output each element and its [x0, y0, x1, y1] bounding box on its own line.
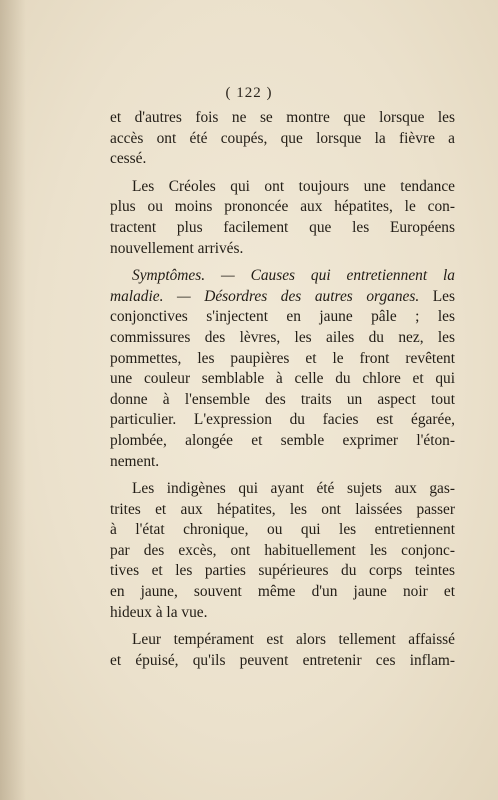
text-line: plombée, alongée et semble exprimer l'éton-	[110, 431, 455, 449]
text-line: accès ont été coupés, que lorsque la fièvre a	[110, 129, 455, 147]
text-line: tractent plus facilement que les Européens	[110, 218, 455, 236]
text-line: nement.	[110, 452, 160, 470]
text-line: et épuisé, qu'ils peuvent entretenir ces inflam-	[110, 651, 455, 669]
text-line: Leur tempérament est alors tellement affaissé	[132, 631, 455, 649]
text-line: pommettes, les paupières et le front revêtent	[110, 349, 455, 367]
text-line: tives et les parties supérieures du corps teintes	[110, 562, 455, 580]
text-line: Les Créoles qui ont toujours une tendance	[132, 177, 455, 195]
page-number: ( 122 )	[225, 85, 273, 101]
section-heading-line	[110, 287, 455, 308]
text-line: conjonctives s'injectent en jaune pâle ; les	[110, 308, 455, 326]
body-text	[110, 108, 455, 671]
text-line: nouvellement arrivés.	[110, 239, 244, 257]
section-heading-italic: maladie. — Désordres des autres organes.	[110, 287, 420, 305]
text-line: donne à l'ensemble des traits un aspect tout	[110, 390, 455, 408]
text-line: par des excès, ont habituellement les conjonc-	[110, 541, 455, 559]
text-line: une couleur semblable à celle du chlore et qui	[110, 370, 455, 388]
text-line: en jaune, souvent même d'un jaune noir et	[110, 583, 455, 601]
text-line: à l'état chronique, ou qui les entretiennent	[110, 521, 455, 539]
text-line: cessé.	[110, 150, 147, 168]
section-heading-line: Symptômes. — Causes qui entretiennent la	[132, 267, 455, 285]
text-line: commissures des lèvres, les ailes du nez, les	[110, 328, 455, 346]
text-line: hideux à la vue.	[110, 603, 208, 621]
text-line: et d'autres fois ne se montre que lorsque les	[110, 109, 455, 126]
spine-shadow	[0, 0, 26, 800]
text-line: trites et aux hépatites, les ont laissées passer	[110, 500, 455, 518]
text-line: plus ou moins prononcée aux hépatites, le con-	[110, 198, 455, 216]
text-line: particulier. L'expression du facies est égarée,	[110, 411, 455, 429]
text-line: Les indigènes qui ayant été sujets aux gas-	[132, 480, 455, 498]
text-fragment: Les	[432, 287, 455, 305]
